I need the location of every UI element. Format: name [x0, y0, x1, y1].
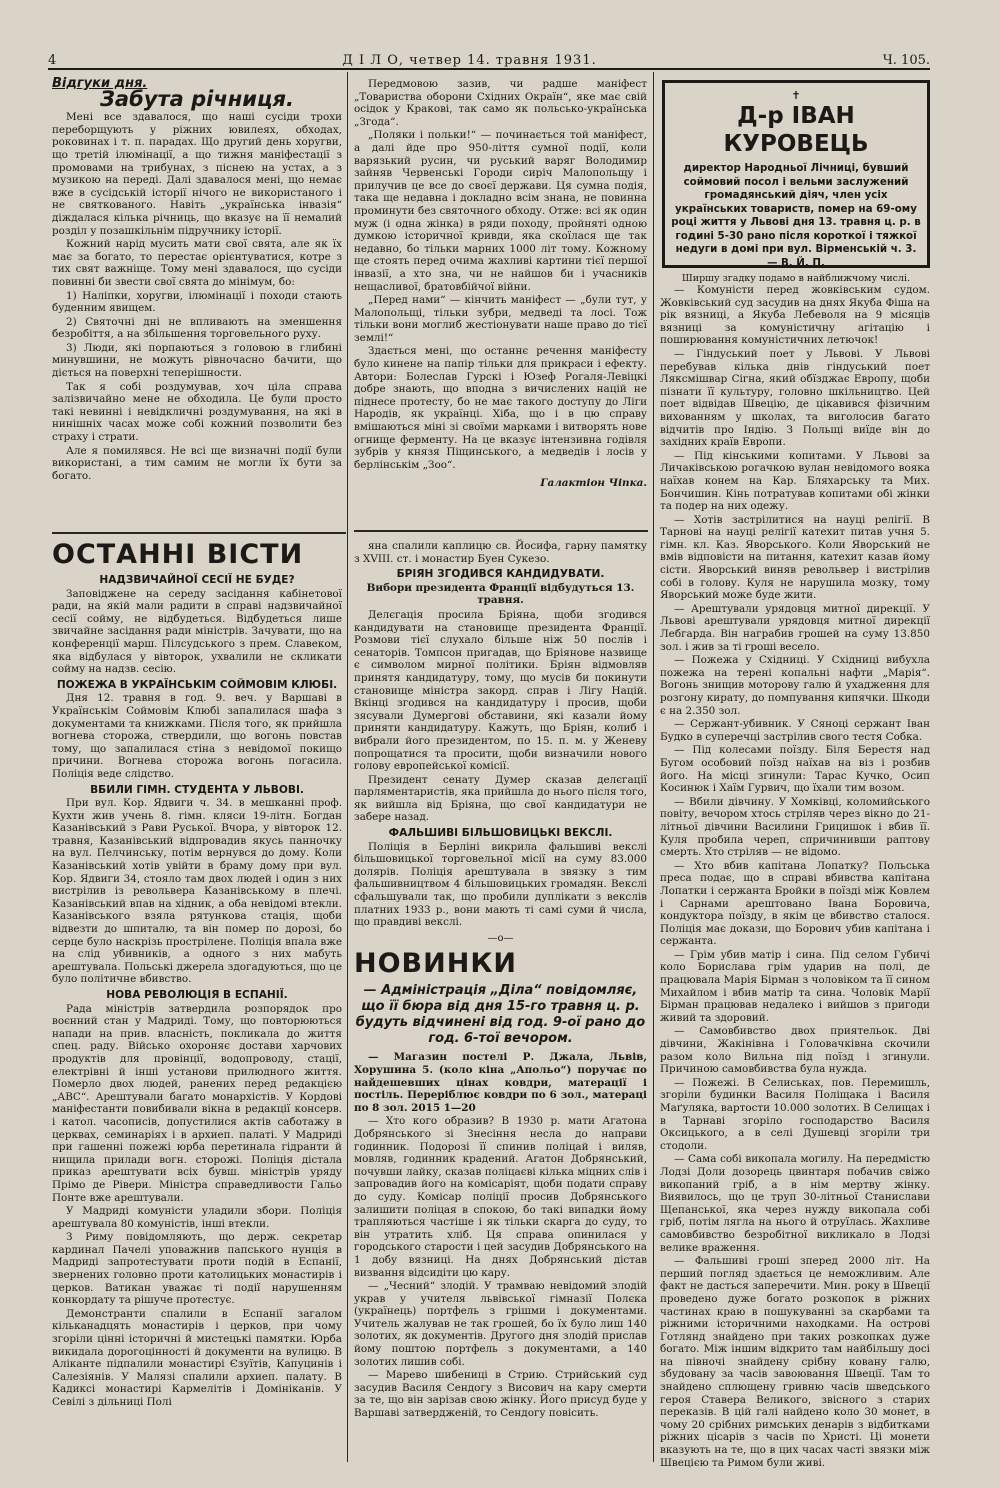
- separator: —o—: [487, 932, 514, 944]
- manifesto-paragraph: Здається мені, що останнє речення маніфесту було кинене на папір тільки для прикраси і ефекту. Автори: Болеслав Гурскі і Юзеф Рогаля-Левіцкі добре знають, що вподна з вичислених націй не піднесе протесту, бо не має такого доступу до Ліги Народів, як українці. Хіба, що і в цю справу вмішаються міні зі своїми марками і витворять нове огнище ферменту. На це вказує інтензивна годівля зубрів у князя Піщинського, а медведів і лосів у берлінськім „Зоо“.: [354, 345, 647, 471]
- page-header: [48, 46, 930, 70]
- news-paragraph: При вул. Кор. Ядвиги ч. 34. в мешканні проф. Кухти жив учень 8. гімн. кляси 19-літн. Богдан Казанівський з Рави Руської. Вчора, у вівторок 12. травня, Казанівський відпровадив якусь панночку на вул. Пелчинську, потім вернувся до дому. Коли Казанівський хотів увійти в браму дому при вул. Кор. Ядвиги 34, стояло там двох людей і один з них вистрілив із револьвера Казанівському в плечі. Казанівський впав на хідник, а оба невідомі втекли. Казанівського взяла рятункова стація, щоби відвезти до шпиталю, та він помер по дорозі, бо серце було наскрізь прострілене. Поліція впала вже на слід убивників, а одного з них мабуть арештувала. Польські джерела здогадуються, що це було політичне вбивство.: [52, 797, 342, 986]
- page-number: 4: [48, 53, 57, 68]
- news-item: — Пожежі. В Селиськах, пов. Перемишль, згоріли будинки Василя Поліщака і Василя Маґуляка, вартости 10.000 золотих. В Селищах і в Тарнаві згоріло господарство Василя Оксицького, а в селі Душевці згоріли три стодоли.: [660, 1076, 930, 1152]
- news-column-3: [660, 284, 930, 1469]
- feuilleton-column: [52, 78, 342, 526]
- cross-icon: ✝: [791, 89, 801, 102]
- feuilleton-paragraph: Мені все здавалося, що наші сусіди трохи переборщують у ріжних ювилеях, обходах, роковинах і т. п. парадах. Що другий день хоругви, що третій ілюмінації, а що тижня маніфестації з промовами на трибунах, з піснею на устах, а з музикою на переді. Далі здавалося мені, що немає вже в сусідській історії нічого не використаного і не святкованого. Навіть „українська інвазія“ діждалася кілька річниць, що вказує на її немалий розділ у позашкільнім підручнику історії.: [52, 111, 342, 237]
- latest-news-column: [52, 540, 342, 1460]
- feuilleton-paragraph: Але я помилявся. Не всі ще визначні події були використані, а тим самим не могли їх бути за богато.: [52, 444, 342, 482]
- feuilleton-kicker: Відгуки дня.: [52, 76, 148, 91]
- latest-news-banner: ОСТАННІ ВІСТИ: [52, 539, 304, 570]
- news-item: — Вбили дівчину. У Хомківці, коломийського повіту, вечором хтось стріляв через вікно до 21-літньої дівчини Василини Грицишок і вбив її. Куля пробила череп, спричинивши раптову смерть. Хто стріляв — не відомо.: [660, 795, 930, 859]
- obituary-text: директор Народньої Лічниці, бувший соймовий посол і вельми заслужений громадянський діяч, член усіх українських товариств, помер на 69-ому році життя у Львові дня 13. травня ц. р. в годині 5-30 рано після короткої і тяжкої недуги в домі при вул. Вірменській ч. 3. — В. Й. П.: [671, 162, 921, 269]
- news-item: — Грім убив матір і сина. Під селом Губичі коло Борислава грім ударив на полі, де працювала Марія Бірман з чоловіком та її сином Михайлом і вбив матір та сина. Чоловік Марії Бірман працював недалеко і вийшов з пригоди живий та здоровий.: [660, 948, 930, 1024]
- news-headline: НАДЗВИЧАЙНОЇ СЕСІЇ НЕ БУДЕ?: [99, 574, 295, 586]
- advertisement: — Магазин постелі Р. Джала, Львів, Хорушина 5. (коло кіна „Апольо“) поручає по найдешевших цінах ковдри, матерації і постіль. Переріблює ковдри по 6 зол., матераці по 8 зол. 2015 1—20: [354, 1051, 647, 1114]
- feuilleton-paragraph: Так я собі роздумував, хоч ціла справа залізвичайно мене не обходила. Це були просто такі невинні і невідкличні роздумування, на які в нинішніх часах може собі кожний позволити без страху і страти.: [52, 380, 342, 444]
- news-headline: ВБИЛИ ГІМН. СТУДЕНТА У ЛЬВОВІ.: [90, 783, 304, 796]
- administration-notice: — Адміністрація „Діла“ повідомляє, що її бюра від дня 15-го травня ц. р. будуть відчинені від год. 9-ої рано до год. 6-тої вечором.: [355, 983, 646, 1047]
- manifesto-paragraph: „Перед нами“ — кінчить маніфест — „були тут, у Малопольщі, тільки зубри, медведі та лосі. Тож тільки вони моглиб жестіонувати наше право до тієї землі!“: [354, 294, 647, 344]
- news-headline: ПОЖЕЖА В УКРАЇНСЬКІМ СОЙМОВІМ КЛЮБІ.: [56, 678, 338, 691]
- novelties-banner: НОВИНКИ: [354, 948, 517, 980]
- column-rule-2: [653, 72, 654, 1462]
- news-item: — Марево шибениці в Стрию. Стрийський суд засудив Василя Сендогу з Висович на кару смерти за те, що він зарізав свою жінку. Його присуд буде у Варшаві затвердженій, то Сендогу повісить.: [354, 1369, 647, 1420]
- news-headline: БРІЯН ЗГОДИВСЯ КАНДИДУВАТИ.: [396, 568, 605, 581]
- news-item: — Гіндуський поет у Львові. У Львові перебував кілька днів гіндуський поет Ляксмішвар Сігна, який обїзджає Европу, щоби пізнати її культуру, головно шкільництво. Цей поет відвідав Швецію, де цікавився фізичним вихованням у школах, та виголосив багато відчитів про Індію. З Польщі виїде він до західних країв Европи.: [660, 347, 930, 449]
- news-item: — Фальшиві гроші зперед 2000 літ. На перший погляд здається це неможливим. Але факт не дасться заперечити. Мин. року в Швеції проведено дуже богато розкопок в ріжних частинах краю в пошукуванні за скарбами та ріжними історичними находками. На острові Готлянд знайдено при таких розкопках дуже богато. Між іншим відкрито там найбільшу досі на півночі знайдену срібну ковану галю, збудовану за часів завоювання Швеції. Там то знайдено сплющену гривню часів шведського героя Ставера Великого, звісного з старих переказів. В цій галі найдено коло 30 монет, в чому 20 срібних римських денарів з відбитками ріжних цісарів з часів по Христі. Ці монети вказують на те, що в цих часах часті звязки між Швецією та Римом були живі.: [660, 1255, 930, 1469]
- obituary-box: [662, 80, 930, 284]
- news-item: — „Чесний“ злодій. У трамваю невідомий злодій украв у учителя львівської гімназії Полєка (українець) портфель з грішми і документами. Учитель жалував не так грошей, бо їх було лиш 140 золотих, як документів. Другого дня злодій прислав йому поштою портфель з документами, а 140 золотих лишив собі.: [354, 1280, 647, 1368]
- manifesto-paragraph: Передмовою зазив, чи радше маніфест „Товариства оборони Східних Окраїн“, яке має свій осідок у Кракові, так само як польсько-українська „Згода“.: [354, 78, 647, 128]
- column-rule-1: [347, 72, 348, 1462]
- news-continuation: яна спалили каплицю св. Йосифа, гарну памятку з XVIII. ст. і монастир Буен Сукезо.: [354, 540, 647, 565]
- issue-number: Ч. 105.: [882, 53, 930, 68]
- news-item: — Під кінськими копитами. У Львові за Личаківською рогачкою вулан невідомого вояка наїхав конем на Кар. Бляхарську та Мих. Бончишин. Кінь потратував копитами обі жінки та подер на них одежу.: [660, 449, 930, 513]
- news-item: — Хотів застрілитися на науці релігії. В Тарнові на науці релігії катехит питав учня 5. гімн. кл. Каз. Яворського. Коли Яворський не вмів відповісти на питання, катехит казав йому сісти. Яворський виняв револьвер і вистрілив собі в голову. Куля не нарушила мозку, тому Яворський може буде жити.: [660, 513, 930, 602]
- news-paragraph: З Риму повідомляють, що держ. секретар кардинал Пачелі уповажнив папського нунція в Мадриді запротестувати проти подій в Еспанії, звернених головно проти католицьких монастирів і церков. Ватикан уважає ті події нарушенням конкордату та рішуче протестує.: [52, 1231, 342, 1307]
- section-rule-mid: [354, 530, 648, 532]
- news-item: — Сама собі викопала могилу. На передмістю Лодзі Доли дозорець цвинтаря побачив свіжо викопаний гріб, а в нім мертву жінку. Виявилось, що це труп 30-літньої Станислави Щепанської, яка через нужду викопала собі гріб, потім лягла на нього й отруїлась. Жахливе самовбивство безробітної викликало в Лодзі велике враження.: [660, 1153, 930, 1254]
- obituary-name: Д-р ІВАН КУРОВЕЦЬ: [723, 103, 869, 157]
- news-item: — Самовбивство двох приятельок. Дві дівчини, Жакінівна і Головачківна скочили разом коло Вильна під поїзд і згинули. Причиною самовбивства була нужда.: [660, 1025, 930, 1076]
- news-paragraph: Президент сенату Думер сказав делєгації парляментаристів, яка прийшла до нього після того, як вийшла від Бріяна, що свої кандидатури не забере назад.: [354, 773, 647, 824]
- news-paragraph: Делєгація просила Бріяна, щоби згодився кандидувати на становище президента Франції. Розмови тієї слухало більше ніж 50 послів і сенаторів. Томпсон пригадав, що Бріянове назвище є символом мирної політики. Бріян відмовляв принятя кандидатуру, тому, що мусів би покинути становище міністра закорд. справ і Лігу Націй. Вкінці згодився на кандидатуру і просив, щоби зясували Думергові обставини, які казали йому приняти кандидатуру. Кажуть, що Бріян, колиб і вибрали його президентом, по 15. п. м. у Женеву попрощатися та просити, щоби визначили нового голову европейської комісії.: [354, 608, 647, 773]
- news-paragraph: Рада міністрів затвердила розпорядок про воєнний стан у Мадриді. Тому, що повторюються напади на прив. власність, покликала до життя спец. раду. Військо охороняє достави харчових продуктів для провінції, водопроводу, стації, електрівні й інші установи прилюдного життя. Померло двох людей, ранених перед редакцією „АВС“. Арештували багато монархістів. У Кордові маніфестанти повибивали вікна в редакції консерв. і катол. часописів, допустилися актів саботажу в церквах, семинаріях і в архиеп. палаті. У Мадриді при гашенні пожежі юрба перетинала гідранти й нищила прилади вогн. сторожі. Поліція дістала приказ арештувати всіх бувш. міністрів уряду Прімо де Рівери. Міністра справедливости Гальо Понте вже арештували.: [52, 1002, 342, 1204]
- news-column-2: [354, 540, 647, 1460]
- news-paragraph: У Мадриді комуністи уладили збори. Поліція арештувала 80 комуністів, інші втекли.: [52, 1205, 342, 1230]
- feuilleton-paragraph: 2) Святочні дні не впливають на зменшення безробіття, а на збільшення торговельного руху.: [52, 315, 342, 341]
- news-headline: НОВА РЕВОЛЮЦІЯ В ЕСПАНІЇ.: [106, 989, 288, 1001]
- feuilleton-paragraph: 3) Люди, які порпаються з головою в глибині минувшини, не можуть рівночасно бачити, що діється на поверхні теперішности.: [52, 341, 342, 380]
- masthead-date: Д І Л О, четвер 14. травня 1931.: [342, 53, 597, 68]
- section-rule-left: [52, 532, 346, 534]
- manifesto-column: [354, 78, 647, 526]
- feuilleton-paragraph: 1) Наліпки, хоругви, ілюмінації і походи стають буденним явищем.: [52, 289, 342, 315]
- obituary-note: Ширшу згадку подамо в найближчому числі.: [681, 273, 911, 284]
- news-item: — Сержант-убивник. У Сяноці сержант Іван Будко в суперечці застрілив свого тестя Собка.: [660, 718, 930, 743]
- news-subheadline: Вибори президента Франції відбудуться 13. травня.: [366, 581, 635, 607]
- news-item: — Хто кого образив? В 1930 р. мати Агатона Добрянського зі Знесіння несла до направи годинник. Подорозі її спинив поліцай і виляв, мовляв, годинник крадений. Агатон Добрянський, почувши лайку, сказав поліцаєві кілька міцних слів і запровадив його на комісаріят, щоби подати справу до суду. Комісар поліції просив Добрянського залишити поліцая в спокою, бо такі випадки йому трапляються частіше і як тільки скарга до суду, то він утратить хліб. Ця справа опинилася у городського старости і цей засудив Добрянського на 1 добу вязниці. На днях Добрянський дістав визвання відсидіти цю кару.: [354, 1115, 647, 1279]
- feuilleton-paragraph: Кожний нарід мусить мати свої свята, але як їх має за богато, то перестає орієнтуватися, котре з тих свят важніще. Тому мені здавалося, що сусіди повинні би звести свої свята до мінімум, бо:: [52, 238, 342, 288]
- news-item: — Під колесами поїзду. Біля Берестя над Бугом особовий поїзд наїхав на віз і розбив його. На місці згинули: Тарас Кучко, Осип Косинюк і Хаїм Гурвич, що їхали тим возом.: [660, 744, 930, 795]
- news-item: — Комуністи перед жовківським судом. Жовківський суд засудив на днях Якуба Фіша на рік вязниці, а Якуба Лебеволя на 9 місяців вязниці за комуністичну агітацію і поширювання комуністичних летючок!: [660, 284, 930, 347]
- news-paragraph: Поліція в Берліні викрила фальшиві векслі більшовицької торговельної місії на суму 83.000 долярів. Поліція арештувала в звязку з тим фальшивництвом 4 більшовицьких громадян. Векслі сфальшували так, що пробили дуплікати з векслів платних 1933 р., вони мають ті самі суми й числа, що правдиві векслі.: [354, 840, 647, 929]
- news-headline: ФАЛЬШИВІ БІЛЬШОВИЦЬКІ ВЕКСЛІ.: [388, 827, 613, 840]
- author-signature: Галактіон Чіпка.: [540, 477, 647, 490]
- news-paragraph: Заповіджене на середу засідання кабінетової ради, на якій мали радити в справі надзвичайної сесії сойму, не відбудеться. Відбудеться лише звичайне засідання ради міністрів. Зачувати, що на конференції марш. Пілсудського з прем. Славеком, яка відбулася у вівторок, ухвалили не скликати сойму на надзв. сесію.: [52, 587, 342, 676]
- news-item: — Пожежа у Східниці. У Східниці вибухла пожежа на терені копальні нафти „Марія“. Вогонь знищив моторову галю й ухадження для розгону кирату, до помпування кипячки. Шкоди є на 2.350 зол.: [660, 654, 930, 717]
- news-item: — Арештували урядовця митної дирекції. У Львові арештували урядовця митної дирекції Лебгарда. Він награбив грошей на суму 13.850 зол. і жив за ті гроші весело.: [660, 602, 930, 653]
- manifesto-paragraph: „Поляки і польки!“ — починається той маніфест, а далі йде про 950-ліття сумної події, коли варязький русин, чи руський варяг Володимир зайняв Червенські Городи сиріч Малопольщу і прилучив це все до своєї держави. Ця сумна подія, така ще недавна і докладно всім знана, не повинна проминути без святочного обходу. Отже: всі як один муж (і одна жінка) в ряди походу, пройняті одною думкою історичної кривди, яка скоїлася ще так недавно, бо тільки марних 1000 літ тому. Кожному ще стоять перед очима жахливі картини тієї першої інвазії, а хто зна, чи не найшов би і учасників нещасливої, братовбійчої війни.: [354, 129, 647, 293]
- news-paragraph: Дня 12. травня в год. 9. веч. у Варшаві в Українськім Соймовім Клюбі запалилася шафа з документами та книжками. Після того, як прийшла вогнева сторожа, ствердили, що вогонь повстав тому, що запалилася стіна з невідомої покищо причини. Вогнева сторожа вогонь погасила. Поліція веде слідство.: [52, 692, 342, 780]
- feuilleton-title: Забута річниця.: [100, 86, 294, 111]
- news-paragraph: Демонстранти спалили в Еспанії загалом кільканадцять монастирів і церков, при чому згоріли цінні історичні й мистецькі памятки. Юрба викидала дорогоцінності й документи на вулицю. В Аліканте підпалили монастирі Єзуїтів, Капуцинів і Салезіянів. У Малязі спалили архиеп. палату. В Кадиксі монастирі Кармелітів і Домініканів. У Севілі з дільниці Полі: [52, 1307, 342, 1408]
- news-item: — Хто вбив капітана Лопатку? Польська преса подає, що в справі вбивства капітана Лопатки і сержанта Бройки в поїзді між Ковлем і Сарнами арештовано Івана Боровича, кондуктора поїзду, в якім це вбивство сталося. Поліція має докази, що Борович убив капітана і сержанта.: [660, 859, 930, 948]
